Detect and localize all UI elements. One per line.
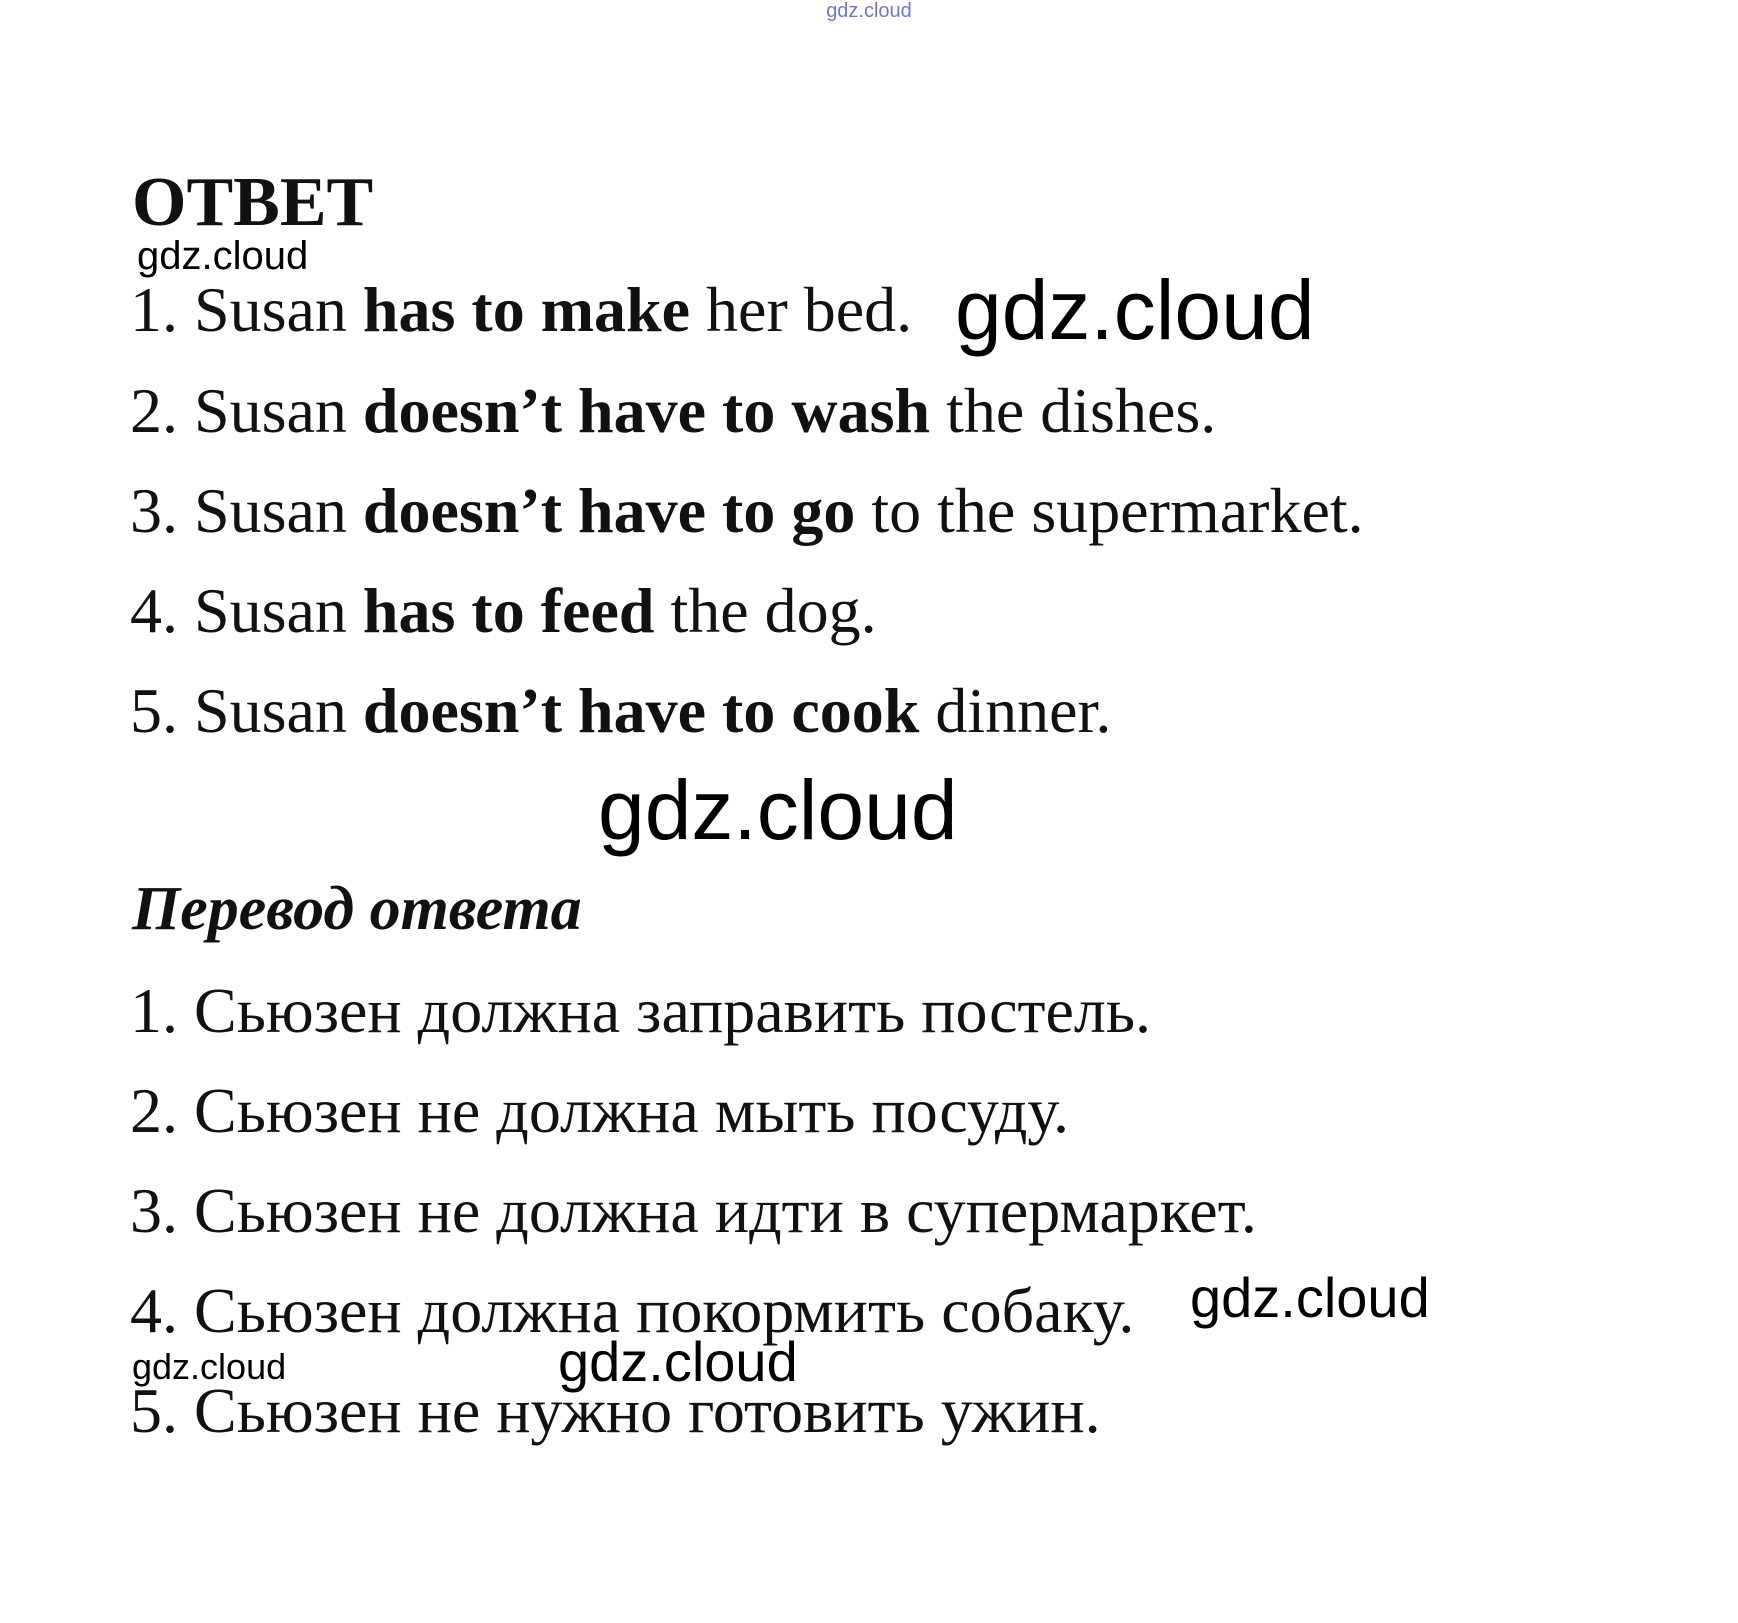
translation-line-4: 4. Сьюзен должна покормить собаку. xyxy=(130,1275,1135,1346)
answer-line-rest: the dishes. xyxy=(946,375,1217,446)
translation-line-3: 3. Сьюзен не должна идти в супермаркет. xyxy=(130,1175,1257,1246)
watermark-lower-center: gdz.cloud xyxy=(558,1330,798,1393)
watermark-line1: gdz.cloud xyxy=(955,263,1315,357)
answer-line-number: 1. xyxy=(130,274,178,345)
answer-line-verb: doesn’t have to wash xyxy=(362,375,931,446)
answer-line-verb: doesn’t have to go xyxy=(362,475,856,546)
answer-line-subject: Susan xyxy=(194,475,347,546)
answer-line-subject: Susan xyxy=(194,575,347,646)
watermark-center: gdz.cloud xyxy=(598,763,958,857)
answer-line-verb: has to make xyxy=(362,274,691,345)
answer-line-4 xyxy=(130,575,877,646)
answer-line-subject: Susan xyxy=(194,675,347,746)
answer-heading: ОТВЕТ xyxy=(132,164,374,241)
answer-line-number: 2. xyxy=(130,375,178,446)
answer-line-subject: Susan xyxy=(194,274,347,345)
answer-line-2 xyxy=(130,375,1217,446)
answer-line-subject: Susan xyxy=(194,375,347,446)
answer-line-1 xyxy=(130,274,913,345)
answer-line-rest: dinner. xyxy=(935,675,1112,746)
answer-line-verb: has to feed xyxy=(362,575,655,646)
answer-line-number: 3. xyxy=(130,475,178,546)
watermark-left-small: gdz.cloud xyxy=(132,1346,287,1387)
translation-heading: Перевод ответа xyxy=(132,875,582,943)
answer-line-3 xyxy=(130,475,1364,546)
watermark-top: gdz.cloud xyxy=(826,0,912,22)
answer-line-verb: doesn’t have to cook xyxy=(362,675,920,746)
watermark-under-heading: gdz.cloud xyxy=(137,234,309,278)
answer-line-number: 4. xyxy=(130,575,178,646)
answer-line-rest: to the supermarket. xyxy=(871,475,1364,546)
answer-line-number: 5. xyxy=(130,675,178,746)
translation-line-2: 2. Сьюзен не должна мыть посуду. xyxy=(130,1075,1069,1146)
translation-line-1: 1. Сьюзен должна заправить постель. xyxy=(130,975,1152,1046)
watermark-ru-line4: gdz.cloud xyxy=(1190,1266,1430,1329)
answer-line-rest: the dog. xyxy=(670,575,877,646)
answer-line-rest: her bed. xyxy=(706,274,913,345)
answer-line-5 xyxy=(130,675,1112,746)
translation-line-5: 5. Сьюзен не нужно готовить ужин. xyxy=(130,1375,1101,1446)
